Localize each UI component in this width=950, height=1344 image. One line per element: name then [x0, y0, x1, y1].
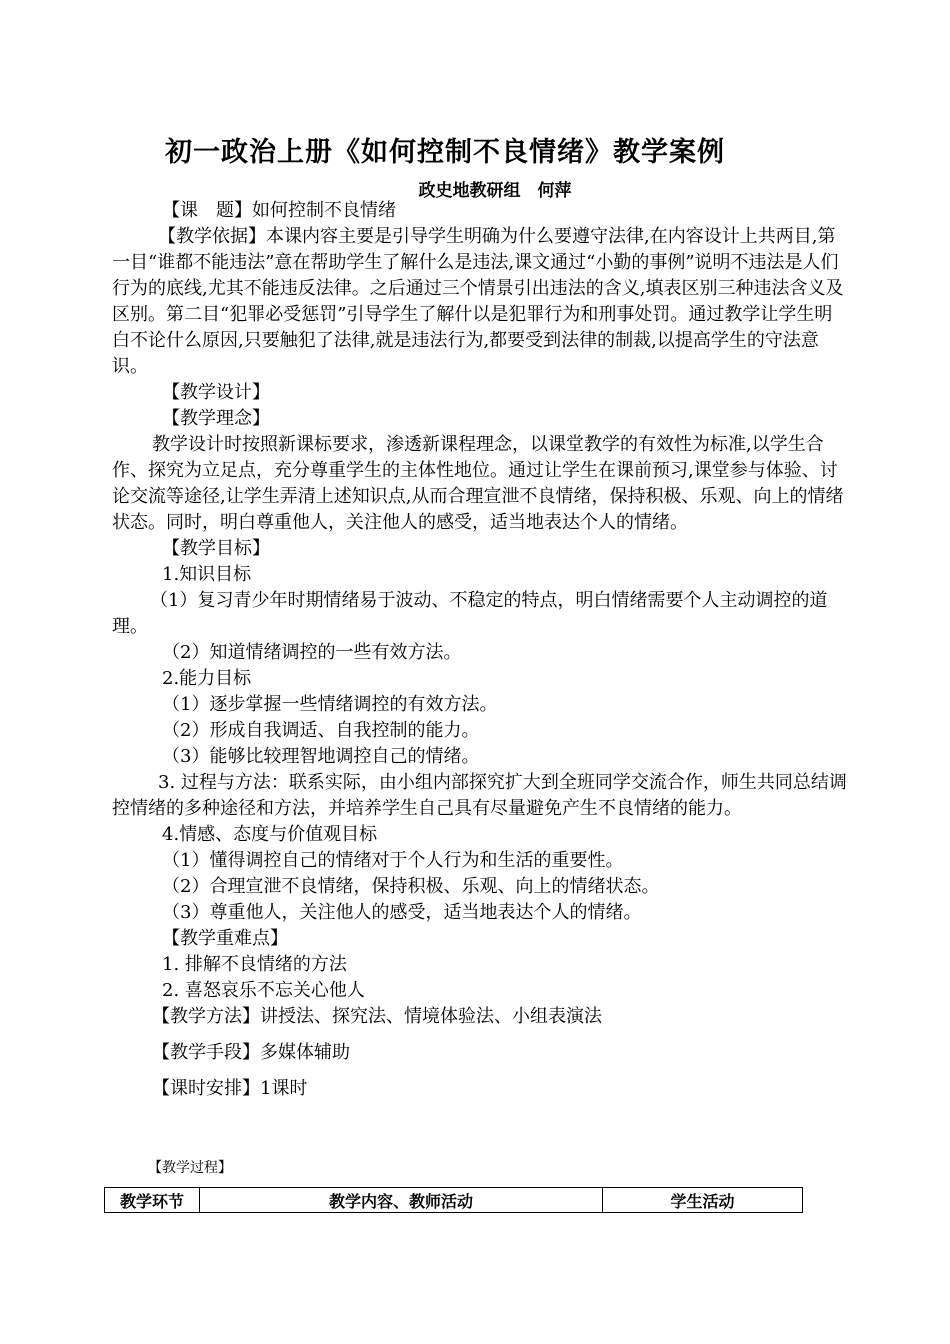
- teaching-method-line: 【教学方法】讲授法、探究法、情境体验法、小组表演法: [152, 1006, 602, 1027]
- emotion-goal-item: （2）合理宣泄不良情绪，保持积极、乐观、向上的情绪状态。: [162, 876, 660, 897]
- knowledge-goal-item: （2）知道情绪调控的一些有效方法。: [162, 642, 462, 663]
- teaching-means-line: 【教学手段】多媒体辅助: [152, 1042, 350, 1063]
- document-body: [112, 198, 850, 1102]
- teaching-process-heading: 【教学过程】: [148, 1160, 232, 1176]
- author-line: 政史地教研组 何萍: [418, 181, 572, 201]
- emotion-goal-heading: 4.情感、态度与价值观目标: [162, 824, 378, 845]
- key-difficulty-item: 2. 喜怒哀乐不忘关心他人: [162, 980, 365, 1001]
- teaching-concept-paragraph: 教学设计时按照新课标要求，渗透新课程理念，以课堂教学的有效性为标准,以学生合作、探究为立足点，充分尊重学生的主体性地位。通过让学生在课前预习,课堂参与体验、讨论交流等途径,让学生弄清上述知识点,从而合理宣泄不良情绪，保持积极、乐观、向上的情绪状态。同时，明白尊重他人，关注他人的感受，适当地表达个人的情绪。: [112, 434, 844, 533]
- ability-goal-heading: 2.能力目标: [162, 668, 252, 689]
- teaching-concept-heading: 【教学理念】: [162, 408, 270, 429]
- process-method-paragraph: 3. 过程与方法：联系实际，由小组内部探究扩大到全班同学交流合作，师生共同总结调控情绪的多种途径和方法，并培养学生自己具有尽量避免产生不良情绪的能力。: [112, 772, 847, 819]
- key-difficulty-item: 1. 排解不良情绪的方法: [162, 954, 347, 975]
- ability-goal-item: （3）能够比较理智地调控自己的情绪。: [162, 746, 480, 767]
- knowledge-goal-item: （1）复习青少年时期情绪易于波动、不稳定的特点，明白情绪需要个人主动调控的道理。: [112, 590, 828, 637]
- document-title: 初一政治上册《如何控制不良情绪》教学案例: [165, 137, 725, 168]
- class-hours-line: 【课时安排】1课时: [152, 1078, 308, 1099]
- knowledge-goal-heading: 1.知识目标: [162, 564, 252, 585]
- key-difficulty-heading: 【教学重难点】: [162, 928, 288, 949]
- emotion-goal-item: （1）懂得调控自己的情绪对于个人行为和生活的重要性。: [162, 850, 624, 871]
- ability-goal-item: （1）逐步掌握一些情绪调控的有效方法。: [162, 694, 498, 715]
- table-header-cell: 教学内容、教师活动: [200, 1188, 603, 1213]
- teaching-design-heading: 【教学设计】: [162, 382, 270, 403]
- table-header-row: [105, 1188, 803, 1213]
- emotion-goal-item: （3）尊重他人，关注他人的感受，适当地表达个人的情绪。: [162, 902, 642, 923]
- table-header-cell: 学生活动: [603, 1188, 803, 1213]
- ability-goal-item: （2）形成自我调适、自我控制的能力。: [162, 720, 480, 741]
- teaching-process-table: [104, 1187, 803, 1213]
- topic-line: 【课 题】如何控制不良情绪: [162, 200, 396, 221]
- table-header-cell: 教学环节: [105, 1188, 200, 1213]
- teaching-goals-heading: 【教学目标】: [162, 538, 270, 559]
- teaching-basis-paragraph: 【教学依据】本课内容主要是引导学生明确为什么要遵守法律,在内容设计上共两目,第一目“谁都不能违法”意在帮助学生了解什么是违法,课文通过“小勤的事例”说明不违法是人们行为的底线,尤其不能违反法律。之后通过三个情景引出违法的含义,填表区别三种违法含义及区别。第二目“犯罪必受惩罚”引导学生了解什以是犯罪行为和刑事处罚。通过教学让学生明白不论什么原因,只要触犯了法律,就是违法行为,都要受到法律的制裁,以提高学生的守法意识。: [112, 226, 844, 377]
